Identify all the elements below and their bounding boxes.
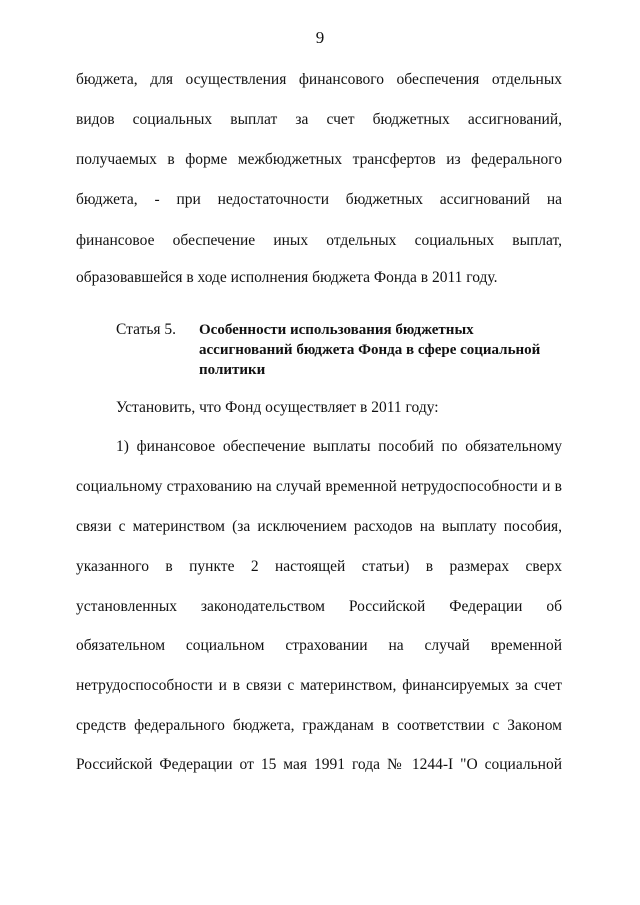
article-title-line: политики [199,362,266,378]
item-line: обязательном социальном страховании на случай временной [76,637,562,654]
paragraph-line: образовавшейся в ходе исполнения бюджета Фонда в 2011 году. [76,269,498,286]
item-line: социальному страхованию на случай временной нетрудоспособности и в [76,478,562,495]
paragraph-line: бюджета, - при недостаточности бюджетных ассигнований на [76,191,562,208]
item-line: нетрудоспособности и в связи с материнством, финансируемых за счет [76,677,562,694]
article-label: Статья 5. [116,321,177,338]
paragraph-line: получаемых в форме межбюджетных трансфертов из федерального [76,151,562,168]
paragraph-line: видов социальных выплат за счет бюджетных ассигнований, [76,111,562,128]
item-line: установленных законодательством Российской Федерации об [76,598,562,615]
item-line: связи с материнством (за исключением расходов на выплату пособия, [76,518,562,535]
paragraph-line: бюджета, для осуществления финансового обеспечения отдельных [76,71,562,88]
paragraph-line: финансовое обеспечение иных отдельных социальных выплат, [76,232,562,249]
intro-line: Установить, что Фонд осуществляет в 2011 году: [116,399,439,416]
article-title [199,320,569,380]
item-line: указанного в пункте 2 настоящей статьи) в размерах сверх [76,558,562,575]
page-number: 9 [315,28,325,47]
item-line: Российской Федерации от 15 мая 1991 года № 1244-I "О социальной [76,756,563,773]
item-line: средств федерального бюджета, гражданам в соответствии с Законом [76,717,562,734]
article-title-line: Особенности использования бюджетных [199,322,474,338]
item-line: 1) финансовое обеспечение выплаты пособий по обязательному [116,438,562,455]
article-title-line: ассигнований бюджета Фонда в сфере социальной [199,342,541,358]
